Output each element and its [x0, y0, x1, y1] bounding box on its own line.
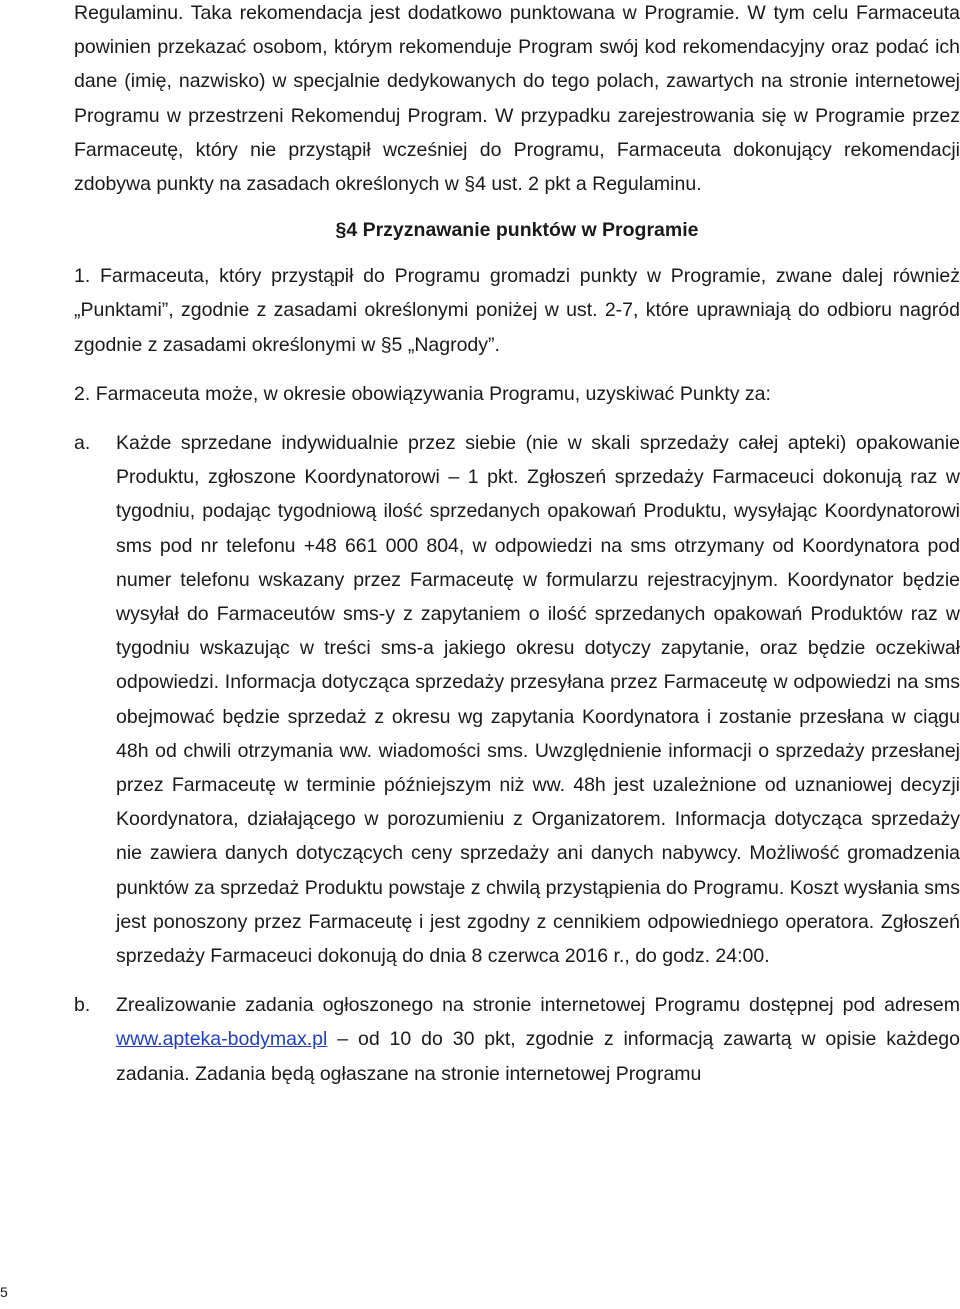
document-page	[74, 0, 960, 1091]
sub-item-b-paragraph	[116, 988, 960, 1091]
sub-item-b	[74, 988, 960, 1091]
intro-paragraph: Regulaminu. Taka rekomendacja jest dodatkowo punktowana w Programie. W tym celu Farmaceuta powinien przekazać osobom, którym rekomenduje Program swój kod rekomendacyjny oraz podać ich dane (imię, nazwisko) w specjalnie dedykowanych do tego polach, zawartych na stronie internetowej Programu w przestrzeni Rekomenduj Program. W przypadku zarejestrowania się w Programie przez Farmaceutę, który nie przystąpił wcześniej do Programu, Farmaceuta dokonujący rekomendacji zdobywa punkty na zasadach określonych w §4 ust. 2 pkt a Regulaminu.	[74, 2, 960, 196]
sub-item-b-letter: b.	[74, 994, 91, 1017]
item-1-paragraph	[74, 259, 960, 362]
item-1-text: Farmaceuta, który przystąpił do Programu gromadzi punkty w Programie, zwane dalej również „Punktami”, zgodnie z zasadami określonymi poniżej w ust. 2-7, które uprawniają do odbioru nagród zgodnie z zasadami określonymi w §5 „Nagrody”.	[74, 265, 960, 356]
item-2-number: 2.	[74, 382, 91, 405]
program-website-link[interactable]: www.apteka-bodymax.pl	[116, 1028, 328, 1051]
section-heading: §4 Przyznawanie punktów w Programie	[335, 219, 699, 242]
numbered-item-1	[74, 259, 960, 362]
sub-item-b-text-after-link: – od 10 do 30 pkt, zgodnie z informacją zawartą w opisie każdego zadania. Zadania będą ogłaszane na stronie internetowej Programu	[116, 1028, 960, 1085]
item-1-number: 1.	[74, 265, 91, 288]
sub-item-a-text: Każde sprzedane indywidualnie przez siebie (nie w skali sprzedaży całej apteki) opakowanie Produktu, zgłoszone Koordynatorowi – 1 pkt. Zgłoszeń sprzedaży Farmaceuci dokonują raz w tygodniu, podając tygodniową ilość sprzedanych opakowań Produktu, wysyłając Koordynatorowi sms pod nr telefonu +48 661 000 804, w odpowiedzi na sms otrzymany od Koordynatora pod numer telefonu wskazany przez Farmaceutę w formularzu rejestracyjnym. Koordynator będzie wysyłał do Farmaceutów sms-y z zapytaniem o ilość sprzedanych opakowań Produktów raz w tygodniu wskazując w treści sms-a jakiego okresu dotyczy zapytanie, oraz będzie oczekiwał odpowiedzi. Informacja dotycząca sprzedaży przesyłana przez Farmaceutę w odpowiedzi na sms obejmować będzie sprzedaż z okresu wg zapytania Koordynatora i zostanie przesłana w ciągu 48h od chwili otrzymania ww. wiadomości sms. Uwzględnienie informacji o sprzedaży przesłanej przez Farmaceutę w terminie późniejszym niż ww. 48h jest uzależnione od uznaniowej decyzji Koordynatora, działającego w porozumieniu z Organizatorem. Informacja dotycząca sprzedaży nie zawiera danych dotyczących ceny sprzedaży ani danych nabywcy. Możliwość gromadzenia punktów za sprzedaż Produktu powstaje z chwilą przystąpienia do Programu. Koszt wysłania sms jest ponoszony przez Farmaceutę i jest zgodny z cennikiem odpowiedniego operatora. Zgłoszeń sprzedaży Farmaceuci dokonują do dnia 8 czerwca 2016 r., do godz. 24:00.	[116, 432, 960, 968]
numbered-item-2	[74, 377, 960, 411]
item-2-text: Farmaceuta może, w okresie obowiązywania Programu, uzyskiwać Punkty za:	[95, 382, 771, 405]
sub-item-a	[74, 426, 960, 973]
sub-item-a-letter: a.	[74, 432, 91, 455]
page-number: 5	[0, 1284, 8, 1300]
item-2-paragraph	[74, 377, 771, 411]
sub-item-b-text-before-link: Zrealizowanie zadania ogłoszonego na stronie internetowej Programu dostępnej pod adresem	[116, 994, 960, 1017]
